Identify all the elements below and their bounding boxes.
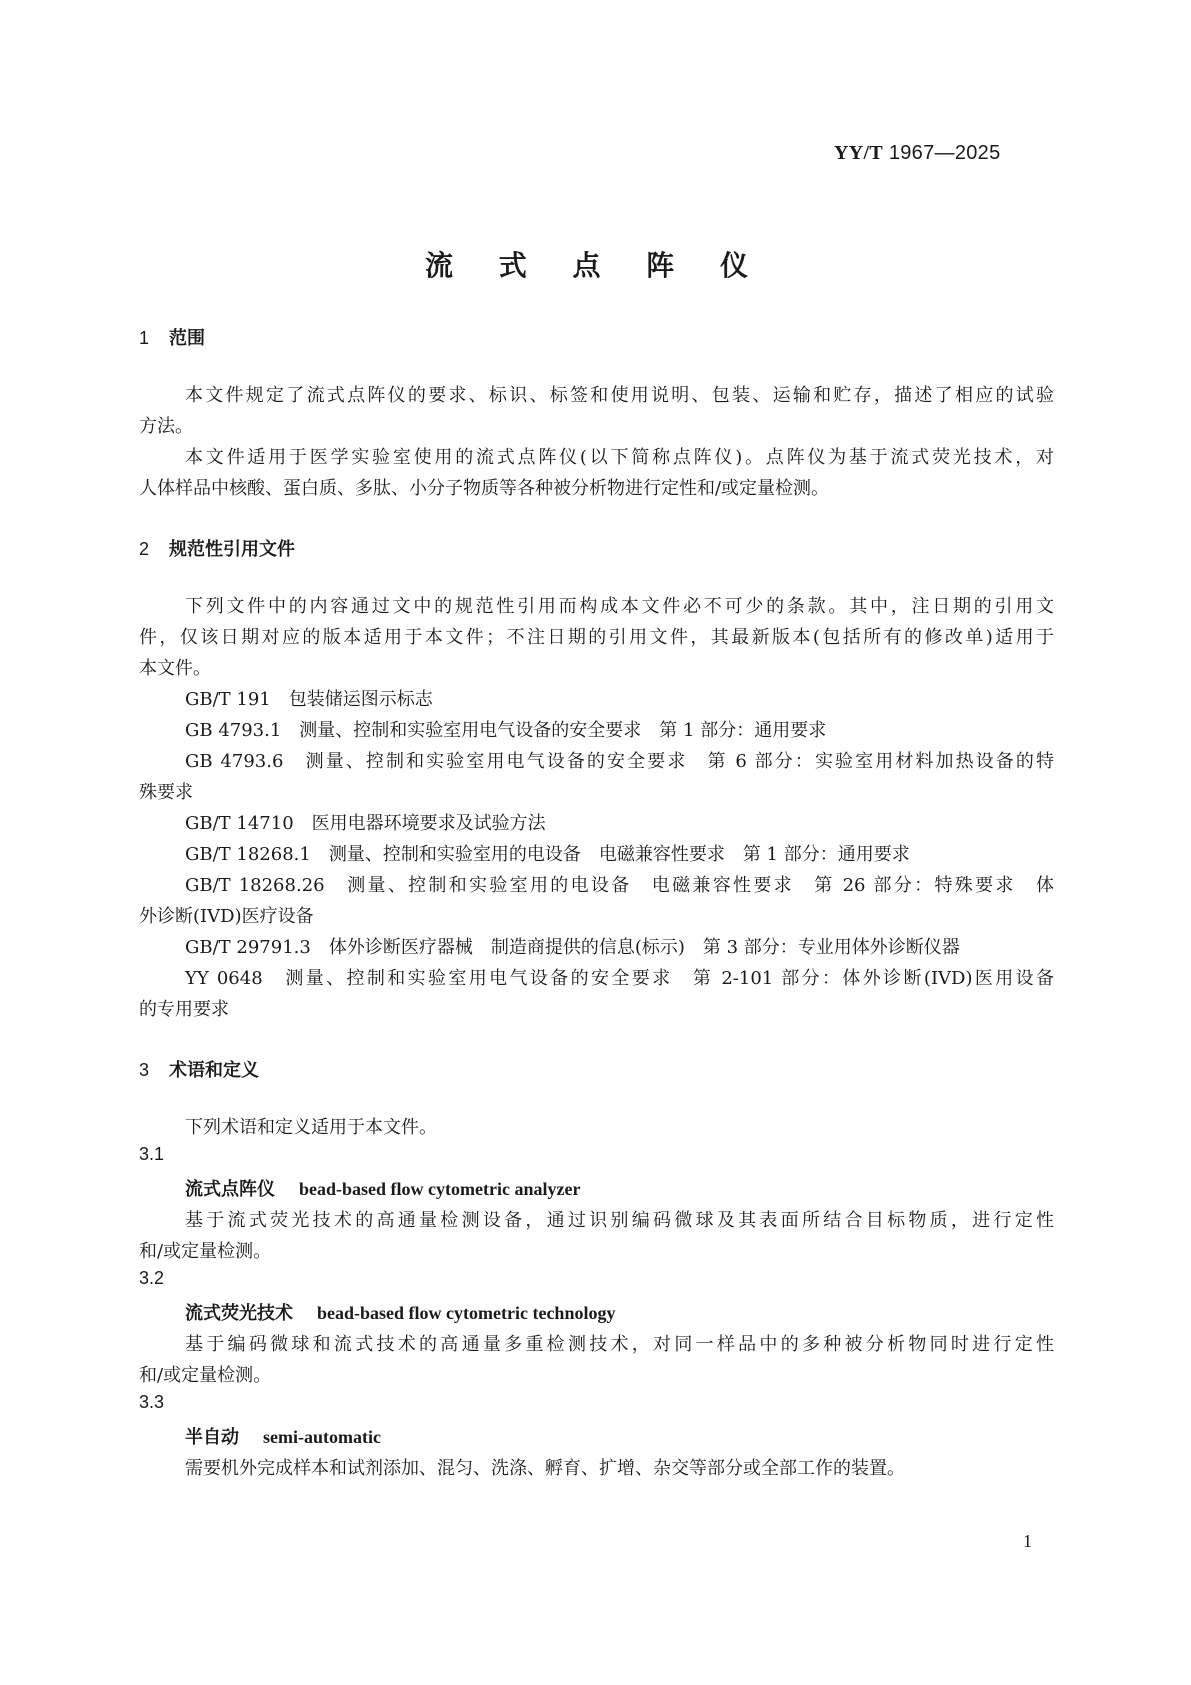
term-definition-line-2: 和/或定量检测。 [139, 1241, 272, 1262]
reference-item: YY 0648 测量、控制和实验室用电气设备的安全要求 第 2-101 部分：体外诊断(IVD)医用设备 [185, 968, 1054, 989]
term-definition-line-1: 需要机外完成样本和试剂添加、混匀、洗涤、孵育、扩增、杂交等部分或全部工作的装置。 [185, 1458, 905, 1479]
references-intro-line-3: 本文件。 [139, 658, 211, 679]
term-en: bead-based flow cytometric technology [317, 1303, 616, 1323]
page-number: 1 [1023, 1531, 1032, 1551]
section-heading-normative-references [139, 535, 295, 561]
reference-item: GB/T 191 包装储运图示标志 [185, 689, 433, 710]
standard-number [834, 142, 1001, 165]
term-zh: 半自动 [185, 1427, 239, 1448]
section-title: 规范性引用文件 [169, 539, 295, 560]
term-definition-line-2: 和/或定量检测。 [139, 1365, 272, 1386]
reference-item: GB 4793.6 测量、控制和实验室用电气设备的安全要求 第 6 部分：实验室用材料加热设备的特 [185, 751, 1054, 772]
reference-item-continuation: 的专用要求 [139, 999, 229, 1020]
scope-paragraph-1-line-2: 方法。 [139, 416, 193, 437]
scope-paragraph-2-line-1: 本文件适用于医学实验室使用的流式点阵仪(以下简称点阵仪)。点阵仪为基于流式荧光技术，对 [185, 447, 1054, 468]
section-title: 范围 [169, 328, 205, 349]
section-number: 3 [139, 1060, 150, 1080]
term-definition-line-1: 基于编码微球和流式技术的高通量多重检测技术，对同一样品中的多种被分析物同时进行定性 [185, 1334, 1054, 1355]
standard-prefix: YY/T [834, 142, 883, 164]
scope-paragraph-2-line-2: 人体样品中核酸、蛋白质、多肽、小分子物质等各种被分析物进行定性和/或定量检测。 [139, 478, 830, 499]
references-intro-line-1: 下列文件中的内容通过文中的规范性引用而构成本文件必不可少的条款。其中，注日期的引用文 [185, 596, 1054, 617]
term-number: 3.3 [139, 1392, 165, 1412]
term-en: bead-based flow cytometric analyzer [299, 1179, 581, 1199]
term-number: 3.2 [139, 1268, 165, 1288]
section-heading-scope [139, 324, 205, 350]
section-number: 1 [139, 328, 150, 348]
reference-item-continuation: 外诊断(IVD)医疗设备 [139, 906, 314, 927]
reference-item: GB/T 14710 医用电器环境要求及试验方法 [185, 813, 546, 834]
scope-paragraph-1-line-1: 本文件规定了流式点阵仪的要求、标识、标签和使用说明、包装、运输和贮存，描述了相应的试验 [185, 385, 1054, 406]
reference-item: GB/T 18268.26 测量、控制和实验室用的电设备 电磁兼容性要求 第 26 部分：特殊要求 体 [185, 875, 1054, 896]
term-heading [185, 1423, 381, 1449]
term-zh: 流式点阵仪 [185, 1179, 275, 1200]
term-heading [185, 1299, 615, 1325]
standard-suffix: 1967—2025 [882, 142, 1001, 164]
section-heading-terms [139, 1056, 259, 1082]
section-title: 术语和定义 [169, 1060, 259, 1081]
reference-item: GB/T 18268.1 测量、控制和实验室用的电设备 电磁兼容性要求 第 1 部分：通用要求 [185, 844, 910, 865]
references-intro-line-2: 件，仅该日期对应的版本适用于本文件；不注日期的引用文件，其最新版本(包括所有的修改单)适用于 [139, 627, 1054, 648]
reference-item: GB 4793.1 测量、控制和实验室用电气设备的安全要求 第 1 部分：通用要求 [185, 720, 827, 741]
term-en: semi-automatic [263, 1427, 381, 1447]
reference-item-continuation: 殊要求 [139, 782, 193, 803]
reference-item: GB/T 29791.3 体外诊断医疗器械 制造商提供的信息(标示) 第 3 部分：专业用体外诊断仪器 [185, 937, 960, 958]
term-definition-line-1: 基于流式荧光技术的高通量检测设备，通过识别编码微球及其表面所结合目标物质，进行定性 [185, 1210, 1054, 1231]
terms-intro: 下列术语和定义适用于本文件。 [185, 1117, 437, 1138]
term-number: 3.1 [139, 1144, 165, 1164]
term-heading [185, 1175, 580, 1201]
section-number: 2 [139, 539, 150, 559]
term-zh: 流式荧光技术 [185, 1303, 293, 1324]
document-title: 流 式 点 阵 仪 [425, 249, 766, 282]
